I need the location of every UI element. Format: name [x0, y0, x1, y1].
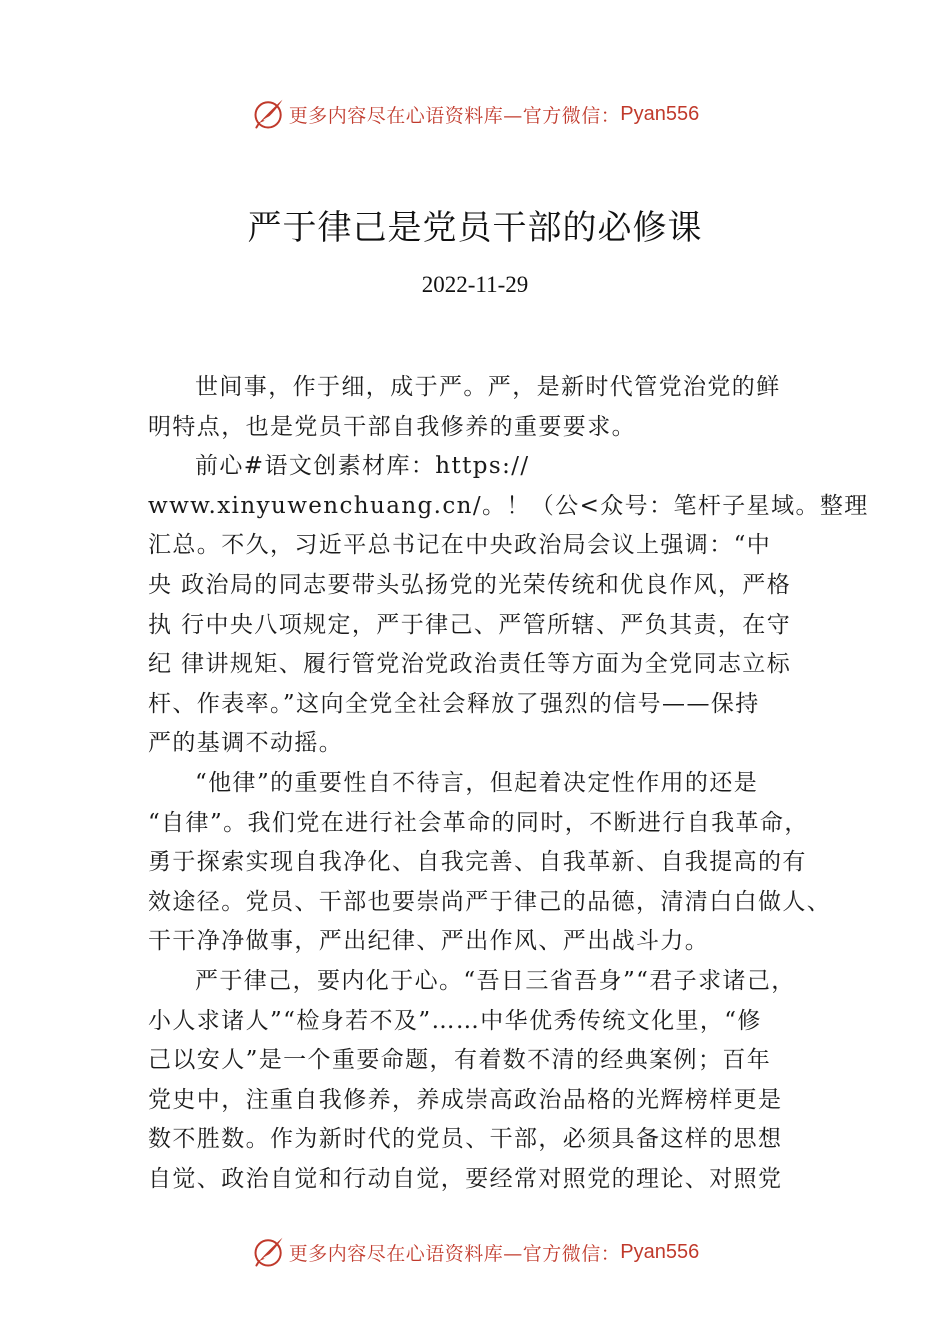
text-line: 前心#语文创素材库：https:// — [195, 453, 530, 480]
article-body — [148, 368, 869, 1199]
text-line: 严于律己，要内化于心。“吾日三省吾身”“君子求诸己， — [195, 967, 796, 994]
text-line: 自觉、政治自觉和行动自觉，要经常对照党的理论、对照党 — [148, 1165, 783, 1192]
text-line: “自律”。我们党在进行社会革命的同时，不断进行自我革命， — [148, 809, 809, 836]
text-line: 小人求诸人”“检身若不及”……中华优秀传统文化里，“修 — [148, 1007, 762, 1034]
text-line: 执 行中央八项规定，严于律己、严管所辖、严负其责，在守 — [148, 611, 792, 638]
text-line: 数不胜数。作为新时代的党员、干部，必须具备这样的思想 — [148, 1126, 783, 1153]
text-line: 勇于探索实现自我净化、自我完善、自我革新、自我提高的有 — [148, 849, 807, 876]
banner-wechat-id: Pyan556 — [620, 102, 700, 125]
text-line: 效途径。党员、干部也要崇尚严于律己的品德，清清白白做人、 — [148, 888, 832, 915]
text-line: “他律”的重要性自不待言，但起着决定性作用的还是 — [195, 769, 759, 796]
publish-date: 2022-11-29 — [421, 272, 529, 297]
banner-text: 更多内容尽在心语资料库—官方微信： — [288, 1242, 621, 1265]
text-line: 干干净净做事，严出纪律、严出作风、严出战斗力。 — [148, 928, 710, 955]
page-title: 严于律己是党员干部的必修课 — [247, 208, 703, 248]
footer-banner — [0, 1232, 950, 1272]
quill-pen-logo-icon — [251, 1234, 287, 1270]
header-banner — [0, 94, 950, 134]
text-line: www.xinyuwenchuang.cn/。！（公<众号：笔杆子星域。整理 — [148, 492, 869, 519]
text-line: 己以安人”是一个重要命题，有着数不清的经典案例；百年 — [148, 1047, 772, 1074]
quill-pen-logo-icon — [251, 96, 287, 132]
text-line: 严的基调不动摇。 — [148, 730, 344, 757]
text-line: 世间事，作于细，成于严。严，是新时代管党治党的鲜 — [195, 374, 781, 400]
text-line: 明特点，也是党员干部自我修养的重要要求。 — [148, 413, 636, 440]
text-line: 党史中，注重自我修养，养成崇高政治品格的光辉榜样更是 — [148, 1086, 783, 1113]
banner-text: 更多内容尽在心语资料库—官方微信： — [288, 104, 621, 127]
text-line: 杆、作表率。”这向全党全社会释放了强烈的信号——保持 — [148, 690, 760, 717]
text-line: 汇总。不久，习近平总书记在中央政治局会议上强调：“中 — [148, 532, 772, 559]
text-line: 纪 律讲规矩、履行管党治党政治责任等方面为全党同志立标 — [148, 651, 792, 678]
text-line: 央 政治局的同志要带头弘扬党的光荣传统和优良作风，严格 — [148, 571, 792, 598]
banner-wechat-id: Pyan556 — [620, 1240, 700, 1263]
